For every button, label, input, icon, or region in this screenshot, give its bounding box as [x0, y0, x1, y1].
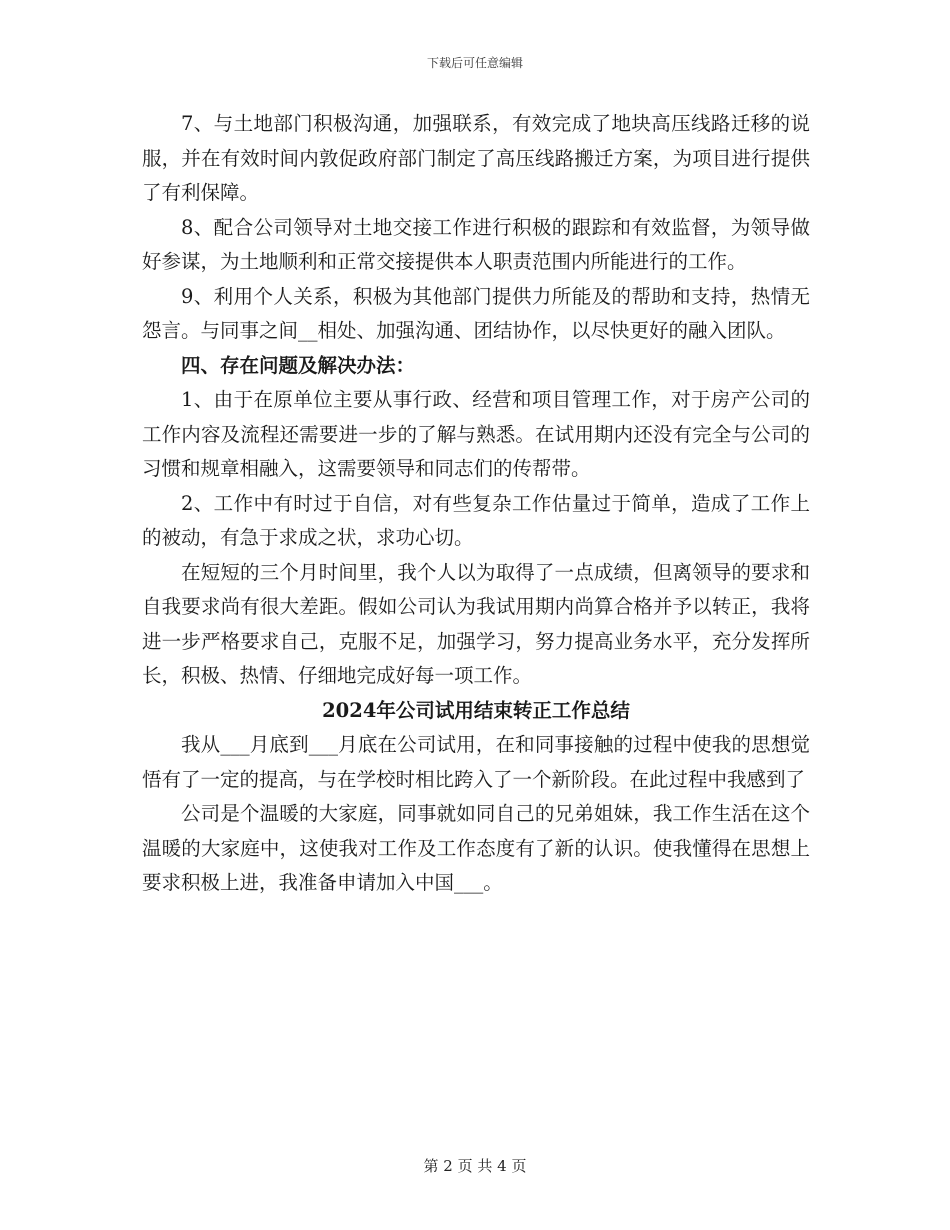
paragraph-8: 8、配合公司领导对土地交接工作进行积极的跟踪和有效监督，为领导做好参谋，为土地顺利和正常交接提供本人职责范围内所能进行的工作。: [142, 215, 810, 273]
summary-paragraph-2: 公司是个温暖的大家庭，同事就如同自己的兄弟姐妹，我工作生活在这个温暖的大家庭中，这使我对工作及工作态度有了新的认识。使我懂得在思想上要求积极上进，我准备申请加入中国___。: [142, 802, 810, 894]
section-heading: 四、存在问题及解决办法：: [181, 353, 416, 377]
closing-paragraph: 在短短的三个月时间里，我个人以为取得了一点成绩，但离领导的要求和自我要求尚有很大差距。假如公司认为我试用期内尚算合格并予以转正，我将进一步严格要求自己，克服不足，加强学习，努力提高业务水平，充分发挥所长，积极、热情、仔细地完成好每一项工作。: [142, 560, 810, 687]
document-title: 2024年公司试用结束转正工作总结: [322, 698, 630, 722]
document-body: [142, 107, 810, 901]
header-note: 下载后可任意编辑: [426, 56, 523, 70]
paragraph-7: 7、与土地部门积极沟通，加强联系，有效完成了地块高压线路迁移的说服，并在有效时间内敦促政府部门制定了高压线路搬迁方案，为项目进行提供了有利保障。: [142, 112, 810, 204]
problem-paragraph-1: 1、由于在原单位主要从事行政、经营和项目管理工作，对于房产公司的工作内容及流程还需要进一步的了解与熟悉。在试用期内还没有完全与公司的习惯和规章相融入，这需要领导和同志们的传帮带。: [142, 388, 810, 480]
paragraph-9: 9、利用个人关系，积极为其他部门提供力所能及的帮助和支持，热情无怨言。与同事之间__相处、加强沟通、团结协作，以尽快更好的融入团队。: [142, 284, 810, 342]
page-number-footer: 第 2 页 共 4 页: [423, 1157, 527, 1175]
problem-paragraph-2: 2、工作中有时过于自信，对有些复杂工作估量过于简单，造成了工作上的被动，有急于求成之状，求功心切。: [142, 491, 810, 549]
summary-paragraph-1: 我从___月底到___月底在公司试用，在和同事接触的过程中使我的思想觉悟有了一定的提高，与在学校时相比跨入了一个新阶段。在此过程中我感到了: [142, 733, 810, 791]
